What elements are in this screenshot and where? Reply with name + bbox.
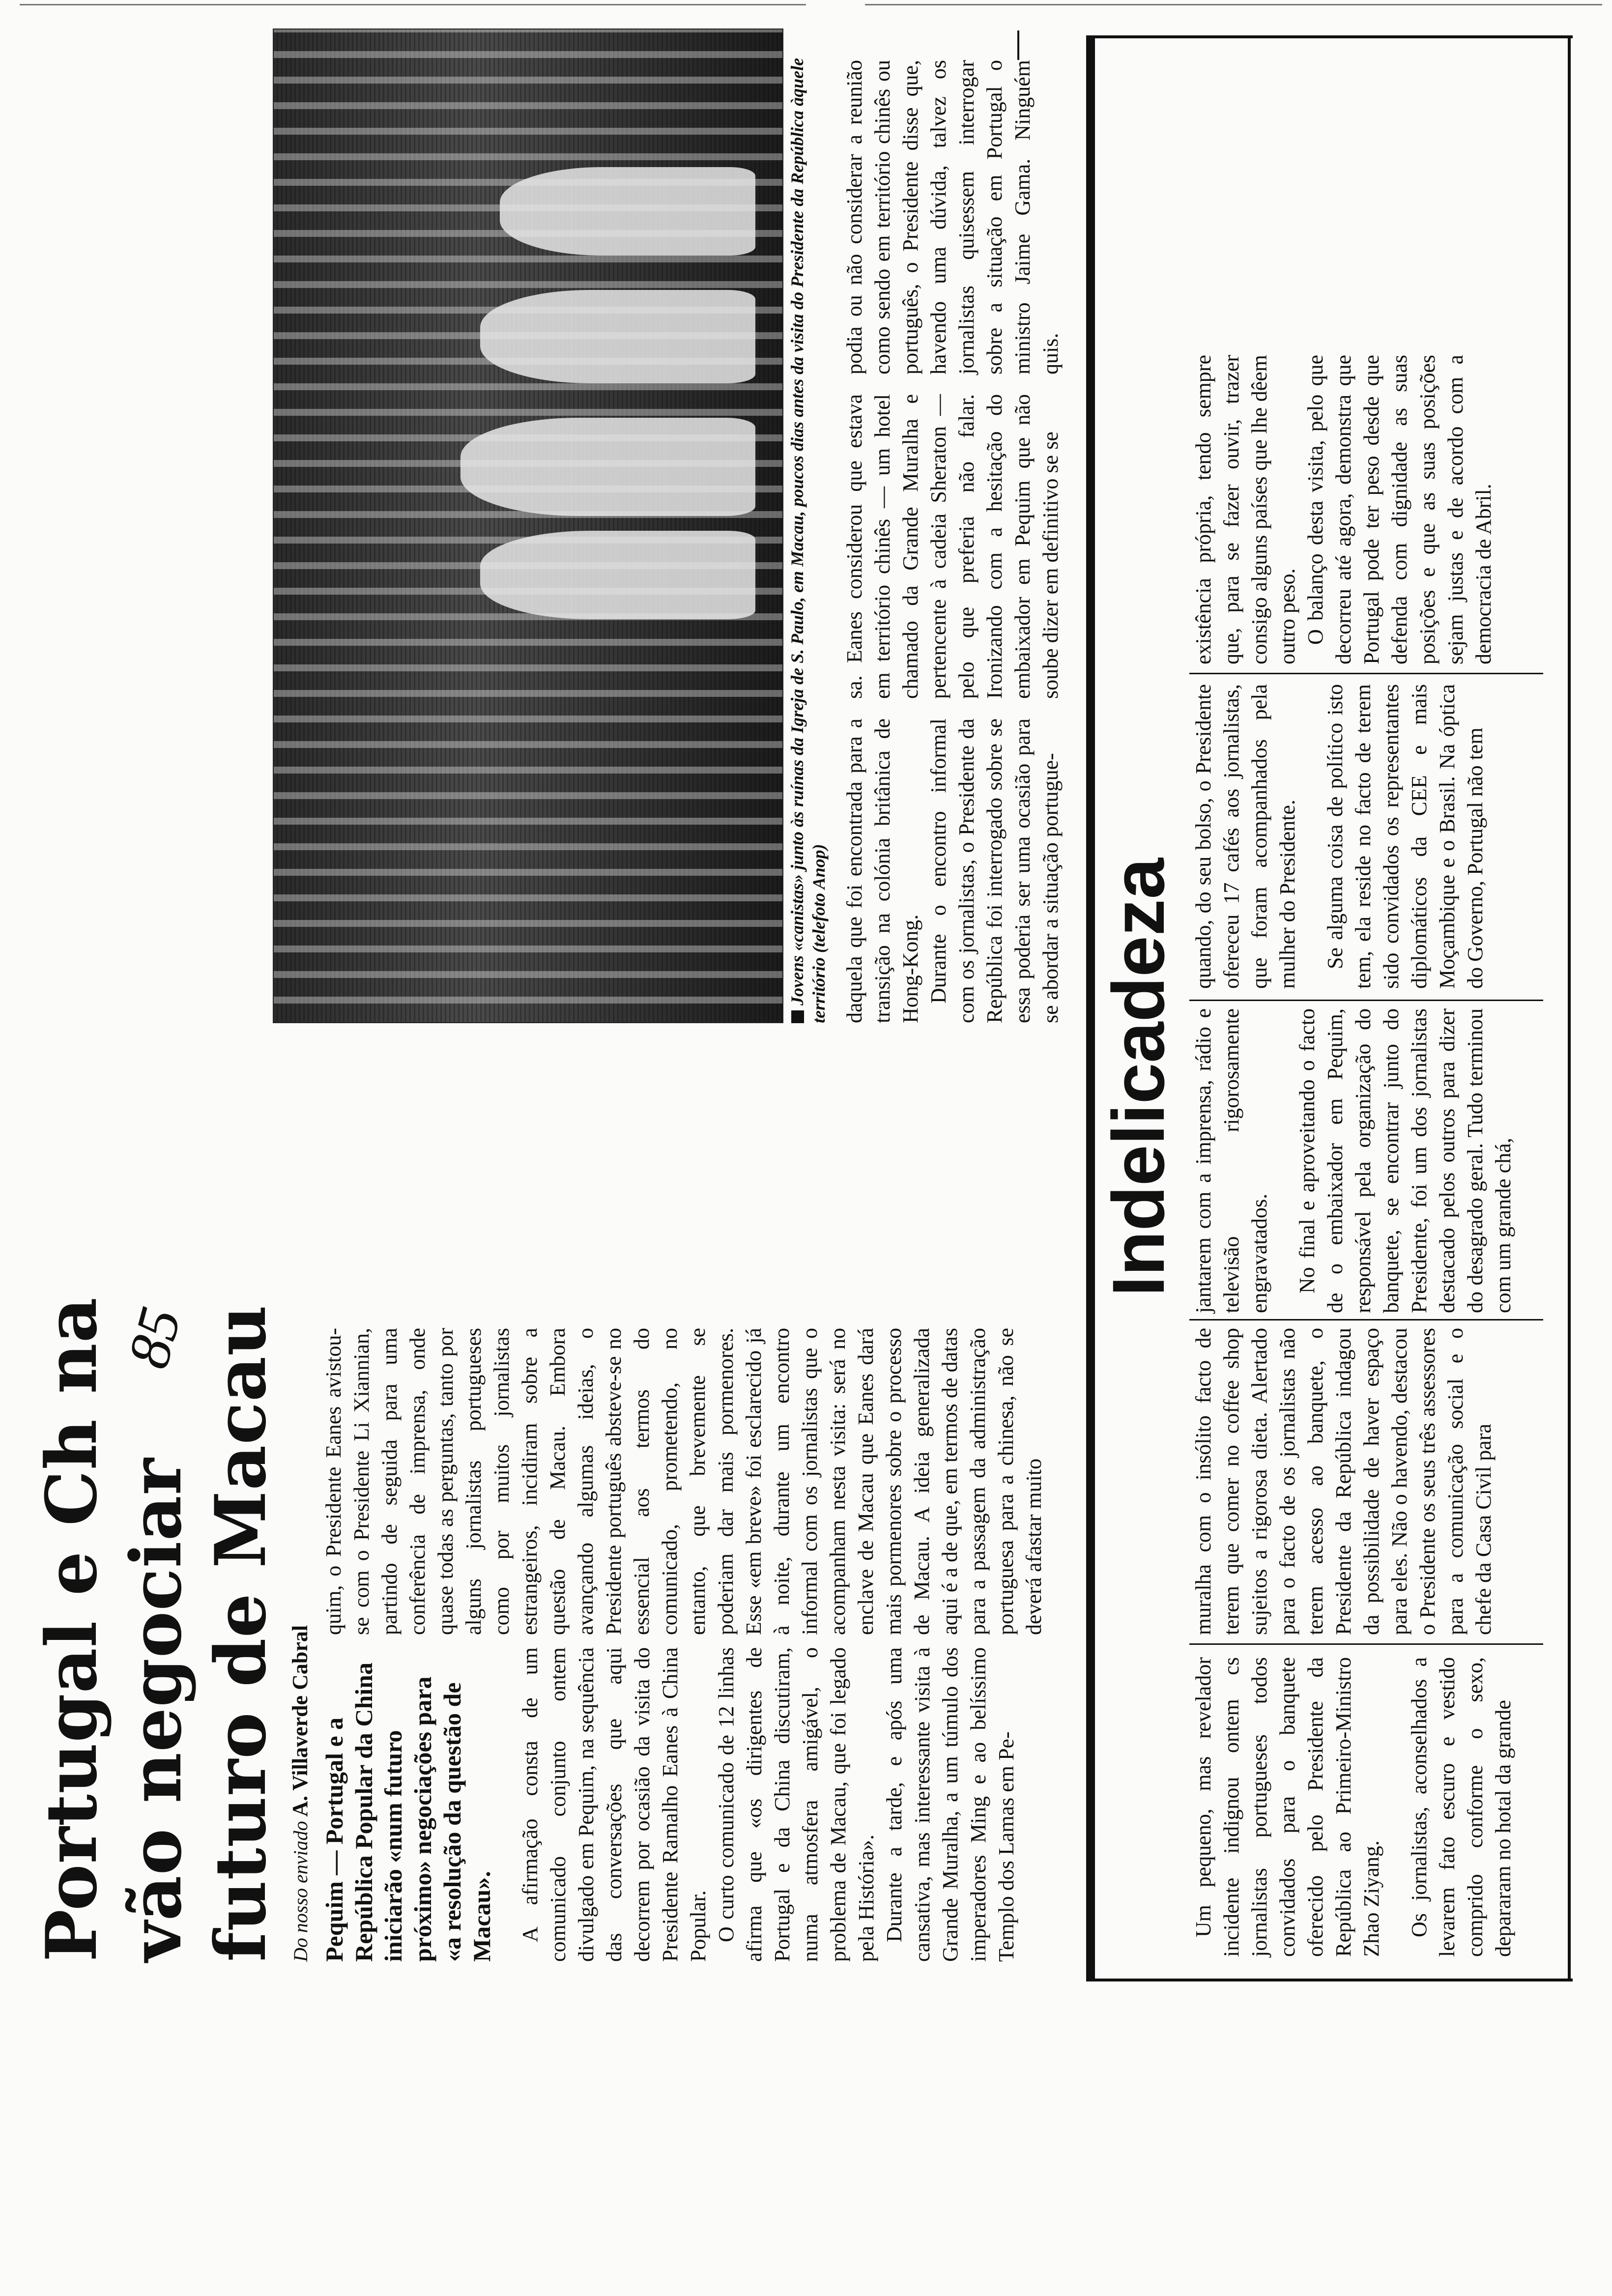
article-column-3 bbox=[840, 718, 1065, 1023]
caption-text: Jovens «canistas» junto às ruínas da Igreja de S. Paulo, em Macau, poucos dias antes da visita do Presidente da República àquele território bbox=[787, 57, 829, 1023]
sidebar-paragraph: jantarem com a imprensa, rádio e televisão rigorosamente engravatados. bbox=[1191, 1008, 1271, 1313]
sidebar-paragraph: No final e aproveitando o facto de o embaixador em Pequim, responsável pela organização do banquete, se encontrar junto do Presidente, foi um dos jornalistas destacado pelos outros para dizer do desagrado geral. Tudo terminou com um grande chá, bbox=[1295, 1008, 1515, 1313]
sidebar-column-rule bbox=[1189, 1000, 1543, 1001]
article-paragraph: Durante o encontro informal com os jornalistas, o Presidente da República foi interrogado sobre se essa poderia ser uma ocasião para se abordar a situação portugue- bbox=[926, 718, 1063, 1023]
article-paragraph: sa. Eanes considerou que estava em território chinês — um hotel chamado da Grande Muralha e pertencente à cadeia Sheraton — pelo que preferia não falar. Ironizando com a hesitação do embaixador em Pequim que não soube dizer em definitivo se se bbox=[842, 394, 1063, 699]
article-column-4 bbox=[840, 394, 1065, 699]
photo-figure bbox=[480, 531, 755, 619]
sidebar-column-rule bbox=[1189, 1643, 1543, 1645]
photo-figure bbox=[461, 418, 755, 516]
headline-line-3: futuro de Macau bbox=[200, 1304, 282, 1962]
sidebar-right-rule bbox=[1086, 35, 1573, 38]
byline bbox=[288, 1323, 313, 1962]
sidebar-paragraph: Os jornalistas, aconselhados a levarem fato escuro e vestido comprido conforme o sexo, depararam no hotal da grande bbox=[1407, 1657, 1515, 1957]
byline-prefix: Do nosso enviado bbox=[289, 1821, 312, 1962]
byline-author: A. Villaverde Cabral bbox=[288, 1625, 312, 1817]
caption-bullet bbox=[791, 1010, 804, 1023]
sidebar-column-rule bbox=[1189, 673, 1543, 674]
sidebar-paragraph: Um pequeno, mas revelador incidente indignou ontem cs jornalistas portugueses todos convidados para o banquete oferecido pelo Presidente da República ao Primeiro-Ministro Zhao Ziyang. bbox=[1191, 1657, 1383, 1957]
sidebar-bottom-rule bbox=[1568, 35, 1571, 1981]
article-lead: Pequim — Portugal e a República Popular da China iniciarão «num futuro próximo» negociações para «a resolução da questão de Macau». bbox=[320, 1663, 495, 1962]
sidebar-top-rule bbox=[1086, 35, 1095, 1981]
sidebar-paragraph: quando, do seu bolso, o Presidente ofereceu 17 cafés aos jornalistas, que foram acompanhados pela mulher do Presidente. bbox=[1191, 684, 1299, 989]
sidebar-column-2 bbox=[1189, 1328, 1497, 1635]
sidebar-paragraph: existência própria, tendo sempre que, para se fazer ouvir, trazer consigo alguns países que lhe dêem outro peso. bbox=[1191, 355, 1299, 664]
caption-credit: (telefoto Anop) bbox=[809, 844, 829, 953]
handwritten-note: 85 bbox=[115, 1300, 194, 1375]
sidebar-paragraph: Se alguma coisa de político isto tem, ela reside no facto de terem sido convidados os representantes diplomáticos da CEE e mais Moçambique e o Brasil. Na óptica do Governo, Portugal não tem bbox=[1323, 684, 1487, 989]
photo-caption bbox=[786, 30, 830, 1023]
sidebar-column-5 bbox=[1189, 355, 1497, 664]
sidebar-column-4 bbox=[1189, 684, 1489, 989]
sidebar-title: Indelicadeza bbox=[1097, 858, 1180, 1297]
article-paragraph: Durante a tarde, e após uma cansativa, mas interessante visita à Grande Muralha, a um túmulo dos imperadores Ming e ao belíssimo Templo dos Lamas em Pe- bbox=[882, 1647, 1018, 1962]
sidebar-column-rule bbox=[1189, 1319, 1543, 1320]
photo-figure bbox=[480, 290, 755, 383]
sidebar-column-1 bbox=[1189, 1657, 1517, 1957]
article-column-1 bbox=[319, 1647, 1020, 1962]
article-column-2 bbox=[319, 1328, 1048, 1635]
article-end-marker bbox=[1017, 30, 1019, 60]
sidebar-paragraph: O balanço desta visita, pelo que decorreu até agora, demonstra que Portugal pode ter peso desde que defenda com dignidade as suas posições e que as suas posições sejam justas e de acordo com a democracia de Abril. bbox=[1303, 355, 1496, 664]
article-column-5 bbox=[840, 60, 1065, 374]
article-paragraph: daquela que foi encontrada para a transição na colónia britânica de Hong-Kong. bbox=[842, 718, 922, 1023]
news-photo bbox=[273, 29, 783, 1023]
headline-line-2: vão negociar bbox=[115, 1458, 197, 1962]
article-paragraph: podia ou não considerar a reunião como sendo em território chinês ou português, o Presidente disse que, havendo uma dúvida, talvez os jornalistas quisessem interrogar sobre a situação em Portugal o ministro Jaime Gama. Ninguém quis. bbox=[842, 60, 1063, 374]
article-paragraph: A afirmação consta de um comunicado conjunto ontem divulgado em Pequim, na sequência das conversações que aqui decorrem por ocasião da visita do Presidente Ramalho Eanes à China Popular. bbox=[518, 1647, 710, 1962]
headline-line-1: Portugal e Ch na bbox=[31, 1297, 113, 1962]
article-paragraph: O curto comunicado de 12 linhas afirma que «os dirigentes de Portugal e da China discutiram, numa atmosfera amigável, o problema de Macau, que foi legado pela História». bbox=[714, 1647, 878, 1962]
sidebar-left-rule bbox=[1086, 1979, 1573, 1981]
article-paragraph: quim, o Presidente Eanes avistou-se com o Presidente Li Xiannian, partindo de seguida para uma conferência de imprensa, onde quase todas as perguntas, tanto por alguns jornalistas portugueses como por muitos jornalistas estrangeiros, incidiram sobre a questão de Macau. Embora avançando algumas ideias, o Presidente português absteve-se no essencial aos termos do comunicado, prometendo, no entanto, que brevemente se poderiam dar mais pormenores. Esse «em breve» foi esclarecido já à noite, durante um encontro informal com os jornalistas que o acompanham nesta visita: será no enclave de Macau que Eanes dará mais pormenores sobre o processo de Macau. A ideia generalizada aqui é a de que, em termos de datas para a passagem da administração portuguesa para a chinesa, não se deverá afastar muito bbox=[321, 1328, 1046, 1635]
photo-figure bbox=[500, 167, 755, 256]
sidebar-paragraph: muralha com o insólito facto de terem que comer no coffee shop sujeitos a rigorosa dieta. Alertado para o facto de os jornalistas não terem acesso ao banquete, o Presidente da República indagou da possibilidade de haver espaço para eles. Não o havendo, destacou o Presidente os seus três assessores para a comunicação social e o chefe da Casa Civil para bbox=[1191, 1328, 1496, 1635]
headline bbox=[29, 999, 283, 1962]
sidebar-column-3 bbox=[1189, 1008, 1517, 1313]
